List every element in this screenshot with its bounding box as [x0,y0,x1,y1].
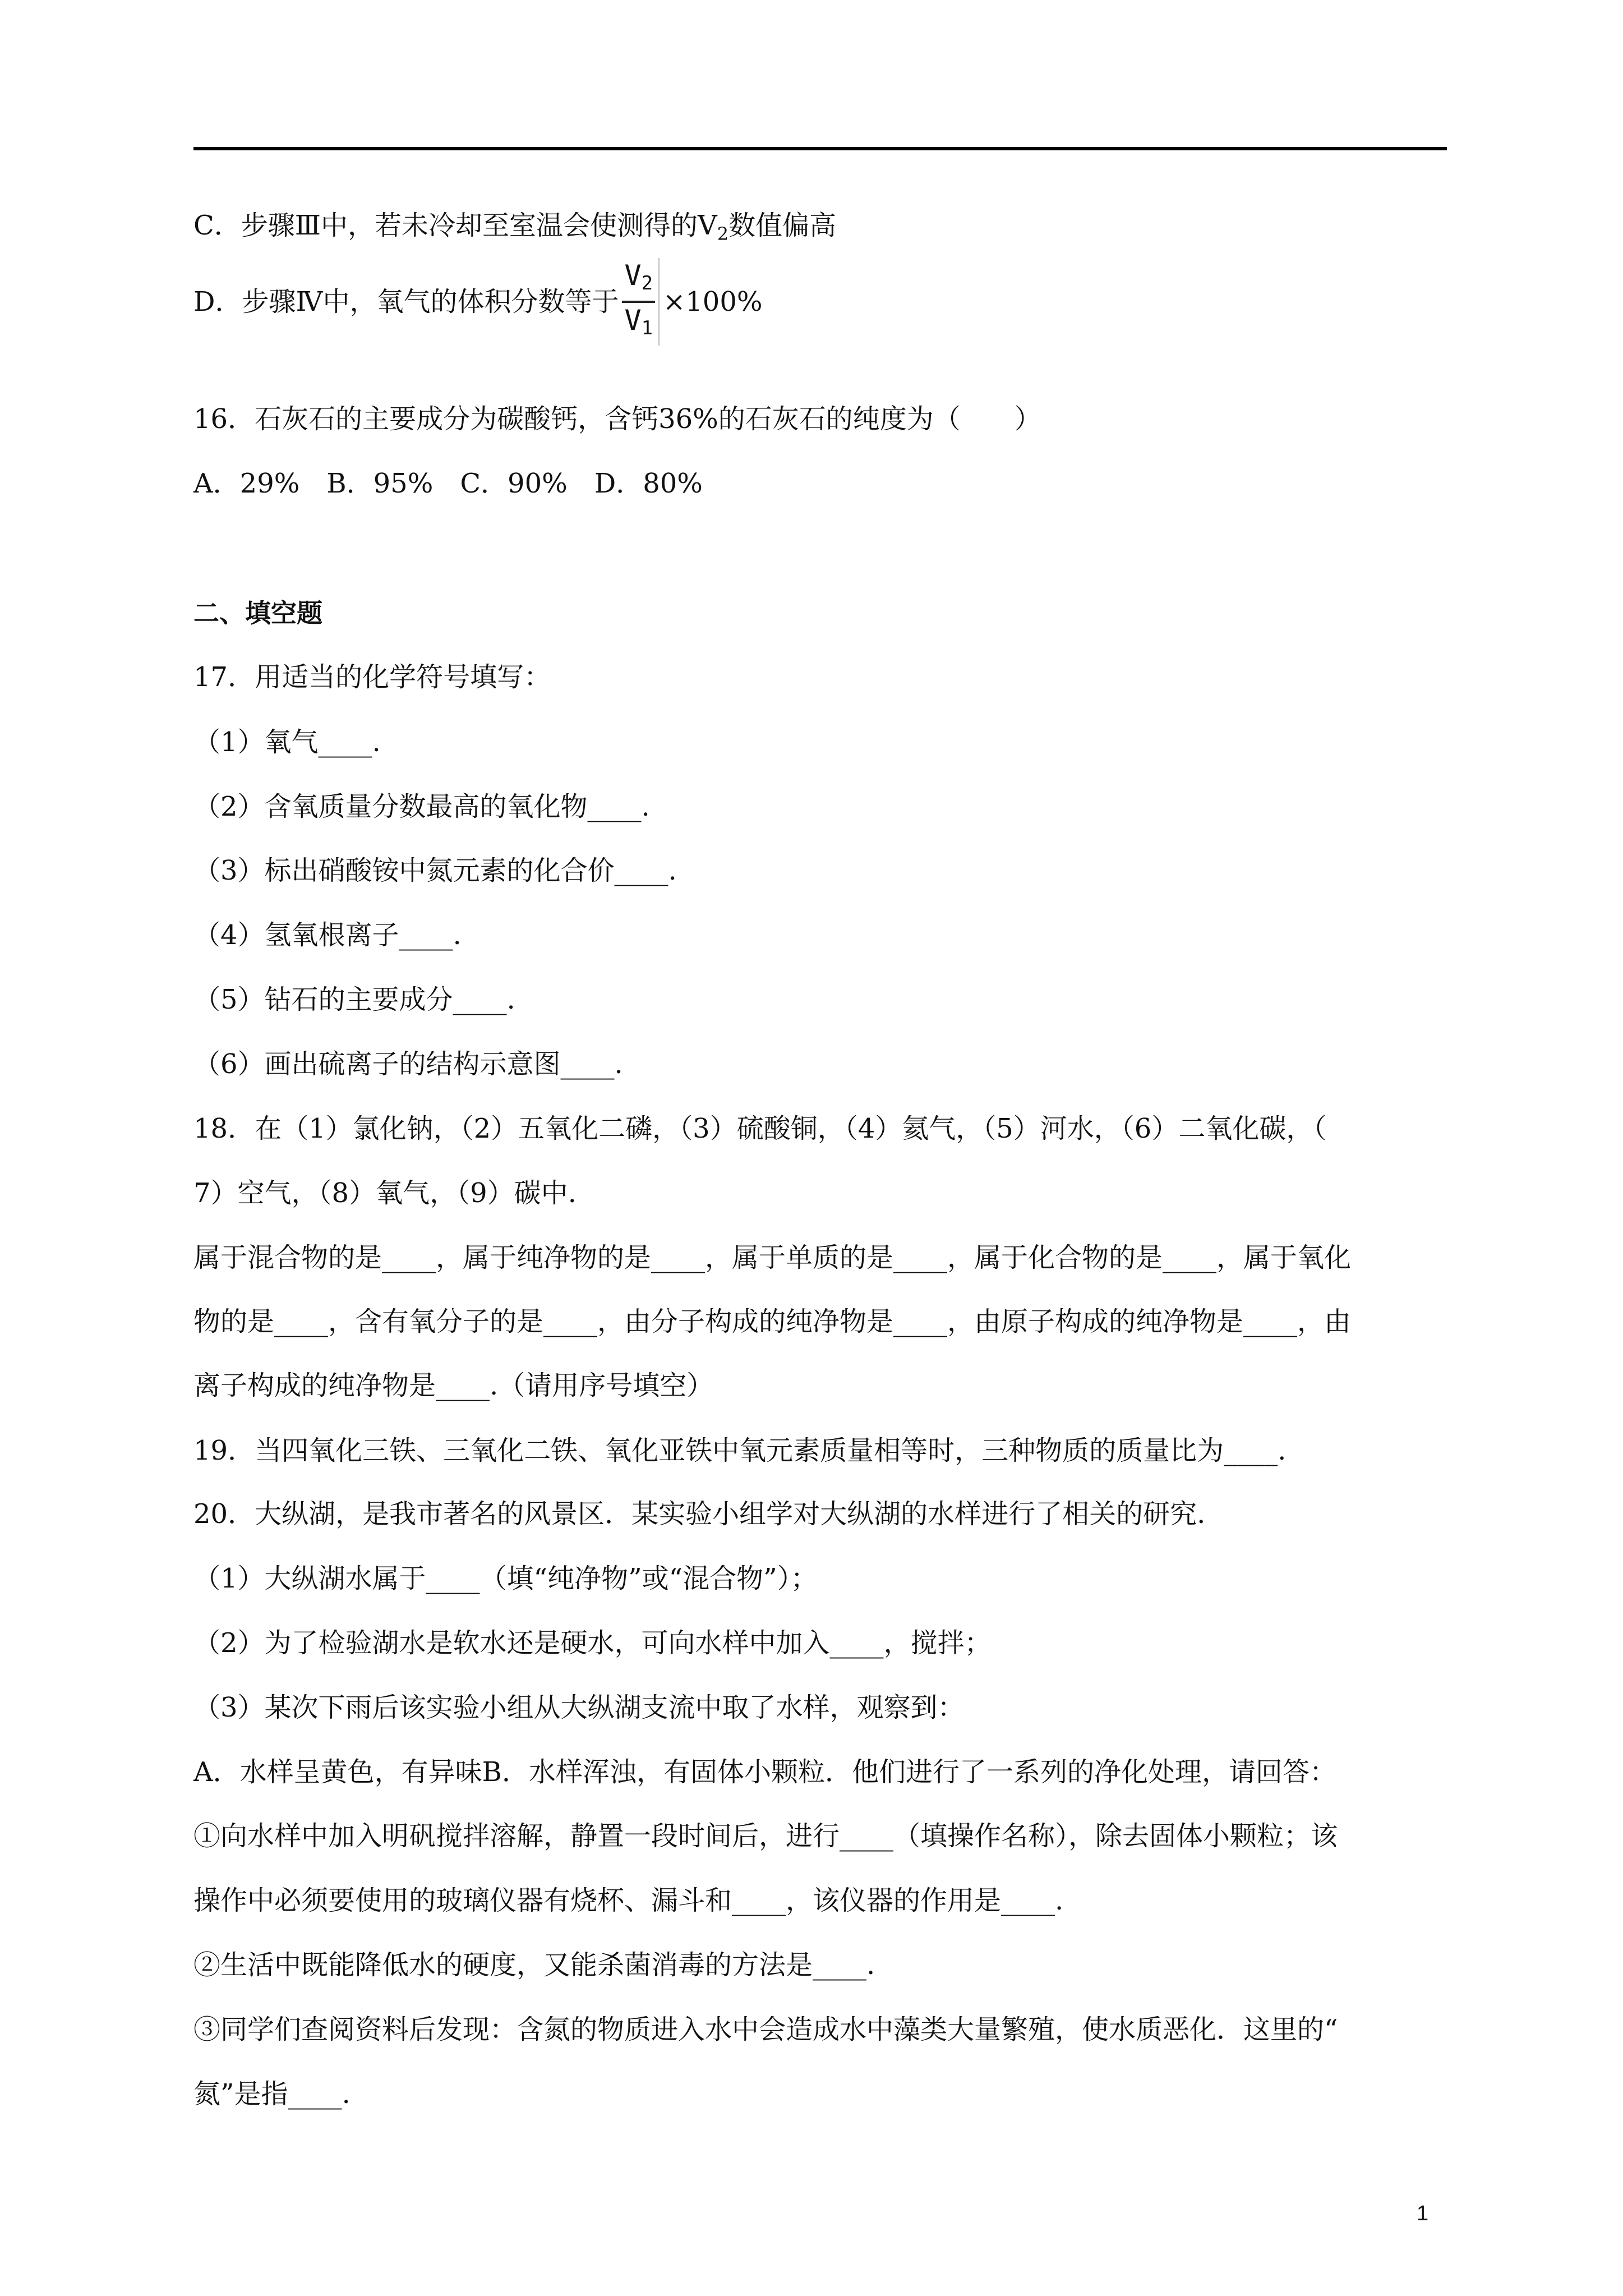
q17-item: （6）画出硫离子的结构示意图____. [193,1048,623,1080]
q18-line: 18．在（1）氯化钠，（2）五氧化二磷，（3）硫酸铜，（4）氦气，（5）河水，（6）二氧化碳，（ [193,1113,1327,1144]
q18-line: 属于混合物的是____，属于纯净物的是____，属于单质的是____，属于化合物的是____，属于氧化 [193,1242,1352,1273]
q20-line: （1）大纵湖水属于____（填“纯净物”或“混合物”）； [193,1563,818,1594]
q18-line: 离子构成的纯净物是____.（请用序号填空） [193,1370,714,1401]
q19-stem: 19．当四氧化三铁、三氧化二铁、氧化亚铁中氧元素质量相等时，三种物质的质量比为____. [193,1435,1287,1466]
q15-option-d: D．步骤Ⅳ中，氧气的体积分数等于 $\frac{V_2}{V_1}$ ×100% [193,258,763,346]
q17-item: （5）钻石的主要成分____. [193,984,515,1015]
q16-options: A．29% B．95% C．90% D．80% [193,468,703,499]
q20-line: ②生活中既能降低水的硬度，又能杀菌消毒的方法是____. [193,1949,875,1981]
q20-line: （2）为了检验湖水是软水还是硬水，可向水样中加入____，搅拌； [193,1627,992,1659]
q16-stem: 16．石灰石的主要成分为碳酸钙，含钙36%的石灰石的纯度为（ ） [193,403,1041,435]
q20-line: ③同学们查阅资料后发现：含氮的物质进入水中会造成水中藻类大量繁殖，使水质恶化．这里的“ [193,2014,1338,2045]
q20-line: 氮”是指____. [193,2078,351,2110]
q18-line: 物的是____，含有氧分子的是____，由分子构成的纯净物是____，由原子构成的纯净物是____，由 [193,1306,1352,1337]
q15-option-c: C．步骤Ⅲ中，若未冷却至室温会使测得的$V_2$数值偏高 [193,210,837,245]
q17-item: （3）标出硝酸铵中氮元素的化合价____. [193,855,677,886]
page-number: 1 [1417,2202,1429,2225]
q20-line: 操作中必须要使用的玻璃仪器有烧杯、漏斗和____，该仪器的作用是____. [193,1885,1064,1916]
q20-line: A．水样呈黄色，有异味B．水样浑浊，有固体小颗粒．他们进行了一系列的净化处理，请回答： [193,1756,1336,1788]
q17-item: （1）氧气____. [193,726,381,758]
fraction-v2-over-v1: $\frac{V_2}{V_1}$ [622,258,660,346]
q20-line: ①向水样中加入明矾搅拌溶解，静置一段时间后，进行____（填操作名称），除去固体小颗粒；该 [193,1820,1338,1852]
q20-line: （3）某次下雨后该实验小组从大纵湖支流中取了水样，观察到： [193,1692,965,1723]
q17-item: （4）氢氧根离子____. [193,919,462,951]
header-rule [193,147,1447,150]
section-title: 二、填空题 [193,598,322,628]
q17-item: （2）含氧质量分数最高的氧化物____. [193,791,650,822]
q17-stem: 17．用适当的化学符号填写： [193,661,551,693]
q20-line: 20．大纵湖，是我市著名的风景区．某实验小组学对大纵湖的水样进行了相关的研究. [193,1498,1206,1530]
q18-line: 7）空气，（8）氧气，（9）碳中. [193,1177,577,1209]
